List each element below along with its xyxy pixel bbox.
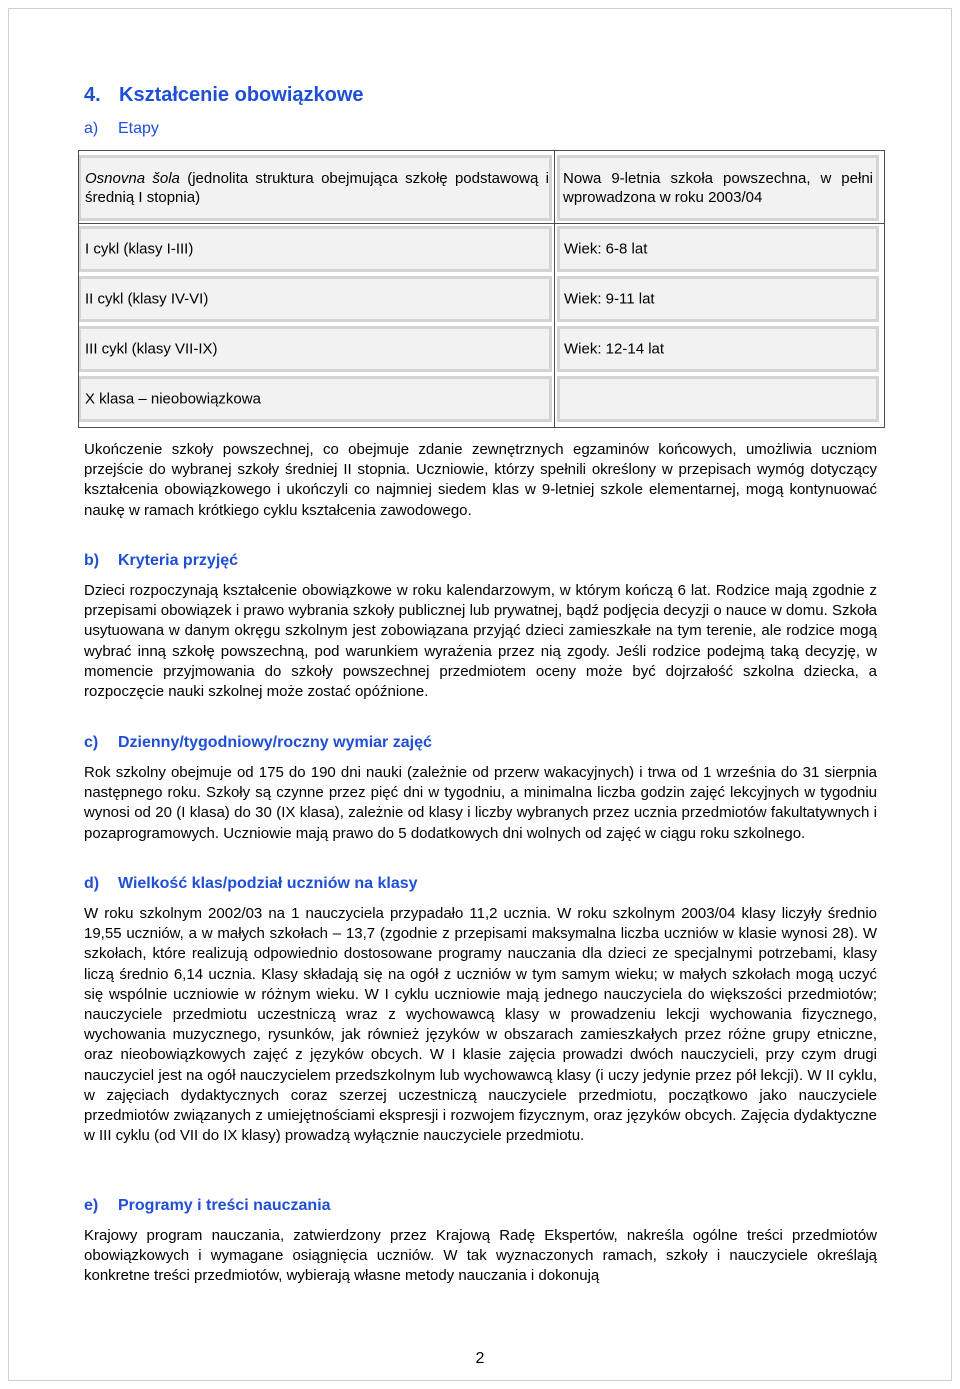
subsection-heading-c: [84, 734, 432, 752]
subsection-title-b: Kryteria przyjęć: [118, 552, 239, 569]
subsection-letter-a: a): [84, 120, 99, 137]
row-left-text: I cykl (klasy I-III): [85, 240, 194, 258]
subsection-letter-c: c): [84, 734, 99, 751]
table-body-border: [554, 223, 885, 428]
section-title: Kształcenie obowiązkowe: [119, 84, 364, 106]
header-left-description: (jednolita struktura obejmująca szkołę podstawową i średnią I stopnia): [85, 170, 549, 206]
row-left-text: X klasa – nieobowiązkowa: [85, 390, 261, 408]
subsection-heading-e: [84, 1197, 331, 1215]
paragraph-stages: Ukończenie szkoły powszechnej, co obejmuje zdanie zewnętrznych egzaminów końcowych, umożliwia uczniom przejście do wybranej szkoły średniej II stopnia. Uczniowie, którzy spełnili określony w przepisach wymóg dotyczący kształcenia obowiązkowego i ukończyli co najmniej siedem klas w 9-letniej szkole elementarnej, mogą kontynuować naukę w ramach krótkiego cyklu kształcenia zawodowego.: [84, 441, 877, 519]
row-left-text: III cykl (klasy VII-IX): [85, 340, 218, 358]
row-right-text: Wiek: 12-14 lat: [564, 340, 665, 358]
paragraph-admission: Dzieci rozpoczynają kształcenie obowiązkowe w roku kalendarzowym, w którym kończą 6 lat. Rodzice mają zgodnie z przepisami obowiązek i prawo wybrania szkoły publicznej lub prywatnej, bądź podjęcia decyzji o nauce w domu. Szkoła usytuowana w danym okręgu szkolnym jest zobowiązana przyjąć dzieci zamieszkałe na tym terenie, ale rodzice mogą wybrać inną szkołę powszechną, pod warunkiem wyrażenia przez nią zgody. Jeśli rodzice podejmą taką decyzję, w momencie przyjmowania do szkoły powszechnej przedmiotem oceny może być dojrzałość szkolna dziecka, a rozpoczęcie nauki szkolnej może zostać opóźnione.: [84, 582, 877, 701]
paragraph-schedule: Rok szkolny obejmuje od 175 do 190 dni nauki (zależnie od przerw wakacyjnych) i trwa od 1 września do 31 sierpnia następnego roku. Szkoły są czynne przez pięć dni w tygodniu, a minimalna liczba godzin zajęć lekcyjnych w tygodniu wynosi od 20 (I klasa) do 30 (IX klasa), zależnie od klasy i liczby wybranych przez ucznia przedmiotów fakultatywnych i pozaprogramowych. Uczniowie mają prawo do 5 dodatkowych dni wolnych od zajęć w ciągu roku szkolnego.: [84, 764, 877, 842]
subsection-title-a: Etapy: [118, 120, 159, 137]
school-name-italic: Osnovna šola: [85, 170, 180, 187]
table-body-border: [78, 223, 555, 428]
subsection-heading-b: [84, 552, 238, 570]
subsection-letter-e: e): [84, 1197, 99, 1214]
paragraph-class-size: W roku szkolnym 2002/03 na 1 nauczyciela przypadało 11,2 ucznia. W roku szkolnym 2003/04 klasy liczyły średnio 19,55 uczniów, a w małych szkołach – 13,7 (zgodnie z przepisami maksymalna liczba uczniów w klasie wynosi 28). W szkołach, które realizują odpowiednio dostosowane programy nauczania dla dzieci ze specjalnymi potrzebami, klasy liczą średnio 6,14 ucznia. Klasy składają się na ogół z uczniów w tym samym wieku; w małych szkołach mogą uczyć się wspólnie uczniowie w różnym wieku. W I cyklu uczniowie mają jednego nauczyciela do większości przedmiotów; nauczyciele przedmiotu uczestniczą wraz z wychowawcą klasy w prowadzeniu lekcji wychowania fizycznego, wychowania muzycznego, rysunków, jak również języków w obszarach zamieszkałych przez różne grupy etniczne, oraz nieobowiązkowych zajęć z języków obcych. W I klasie zajęcia prowadzi dwóch nauczycieli, przy czym drugi nauczyciel jest na ogół nauczycielem przedszkolnym lub wychowawcą klasy (i uczy jedynie przez pół lekcji). W II cyklu, w zajęciach dydaktycznych coraz szerzej uczestniczą nauczyciele przedmiotu, początkowo jako nauczyciele przedmiotów związanych z umiejętnościami ekspresji i rozwojem fizycznym, oraz języków obcych. Zajęcia dydaktyczne w III cyklu (od VII do IX klasy) prowadzą wyłącznie nauczyciele przedmiotu.: [84, 905, 877, 1145]
subsection-title-e: Programy i treści nauczania: [118, 1197, 331, 1214]
table-header-border: [78, 150, 555, 224]
stages-table: [78, 150, 885, 428]
row-right-text: Wiek: 9-11 lat: [564, 290, 655, 308]
row-left-text: II cykl (klasy IV-VI): [85, 290, 209, 308]
subsection-letter-b: b): [84, 552, 100, 569]
section-number: 4.: [84, 84, 101, 106]
header-right-text: Nowa 9-letnia szkoła powszechna, w pełni wprowadzona w roku 2003/04: [563, 170, 873, 206]
row-right-text: Wiek: 6-8 lat: [564, 240, 648, 258]
subsection-heading-d: [84, 875, 418, 893]
page-number: 2: [475, 1350, 485, 1367]
table-header-border: [554, 150, 885, 224]
paragraph-curriculum: Krajowy program nauczania, zatwierdzony przez Krajową Radę Ekspertów, nakreśla ogólne treści przedmiotów obowiązkowych i wymagane osiągnięcia uczniów. W tak wyznaczonych ramach, szkoły i nauczyciele określają konkretne treści przedmiotów, wybierają własne metody nauczania i dokonują: [84, 1227, 877, 1285]
subsection-title-c: Dzienny/tygodniowy/roczny wymiar zajęć: [118, 734, 432, 751]
subsection-heading-a: [84, 120, 159, 138]
subsection-title-d: Wielkość klas/podział uczniów na klasy: [118, 875, 418, 892]
section-heading: [84, 84, 364, 107]
subsection-letter-d: d): [84, 875, 100, 892]
